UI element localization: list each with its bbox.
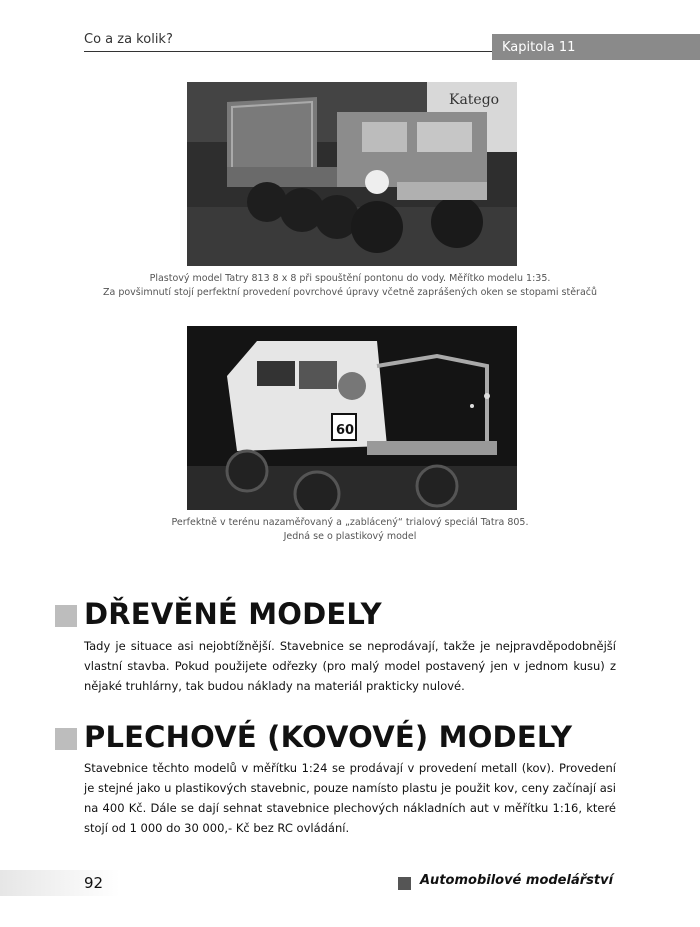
section-text-metal-models: Stavebnice těchto modelů v měřítku 1:24 se prodávají v provedení metall (kov). Provedení je stejné jako u plastikových stavebnic, pouze namísto plastu je použit kov, ceny začínají asi na 400 Kč. Dále se dají sehnat stavebnice plechových nákladních aut v měřítku 1:16, které stojí od 1 000 do 30 000,- Kč bez RC ovládání.	[84, 761, 616, 835]
figure-caption-1	[84, 272, 616, 300]
photo-background-text: Katego	[449, 92, 500, 108]
header-rule	[84, 51, 492, 52]
chapter-label-text: Kapitola 11	[502, 39, 576, 55]
figure-caption-1-line1: Plastový model Tatry 813 8 x 8 při spouštění pontonu do vody. Měřítko modelu 1:35.	[149, 273, 551, 284]
photo-tatra-813-illustration	[187, 82, 517, 266]
footer-book-title: Automobilové modelářství	[420, 873, 614, 888]
photo-number-plate: 60	[336, 423, 355, 438]
section-heading-wooden-models: DŘEVĚNÉ MODELY	[84, 597, 382, 631]
photo-tatra-813	[187, 82, 517, 266]
figure-caption-2	[84, 516, 616, 544]
photo-tatra-805-illustration	[187, 326, 517, 510]
section-marker-icon	[55, 605, 77, 627]
running-header-title: Co a za kolik?	[84, 32, 173, 47]
footer-marker-icon	[398, 877, 411, 890]
section-marker-icon	[55, 728, 77, 750]
section-text-wooden-models: Tady je situace asi nejobtížnější. Stavebnice se neprodávají, takže je nejpravděpodobnější vlastní stavba. Pokud použijete odřezky (pro malý model postavený jen v jednom kusu) z nějaké truhlárny, tak budou náklady na materiál prakticky nulové.	[84, 639, 616, 693]
chapter-label	[492, 34, 700, 60]
figure-caption-2-line1: Perfektně v terénu nazaměřovaný a „zablácený“ trialový speciál Tatra 805.	[171, 517, 529, 528]
section-heading-metal-models: PLECHOVÉ (KOVOVÉ) MODELY	[84, 720, 573, 754]
figure-caption-1-line2: Za povšimnutí stojí perfektní provedení povrchové úpravy včetně zaprášených oken se stopami stěračů	[102, 287, 598, 298]
figure-caption-2-line2: Jedná se o plastikový model	[283, 531, 417, 542]
photo-tatra-805	[187, 326, 517, 510]
page-number: 92	[84, 874, 104, 892]
